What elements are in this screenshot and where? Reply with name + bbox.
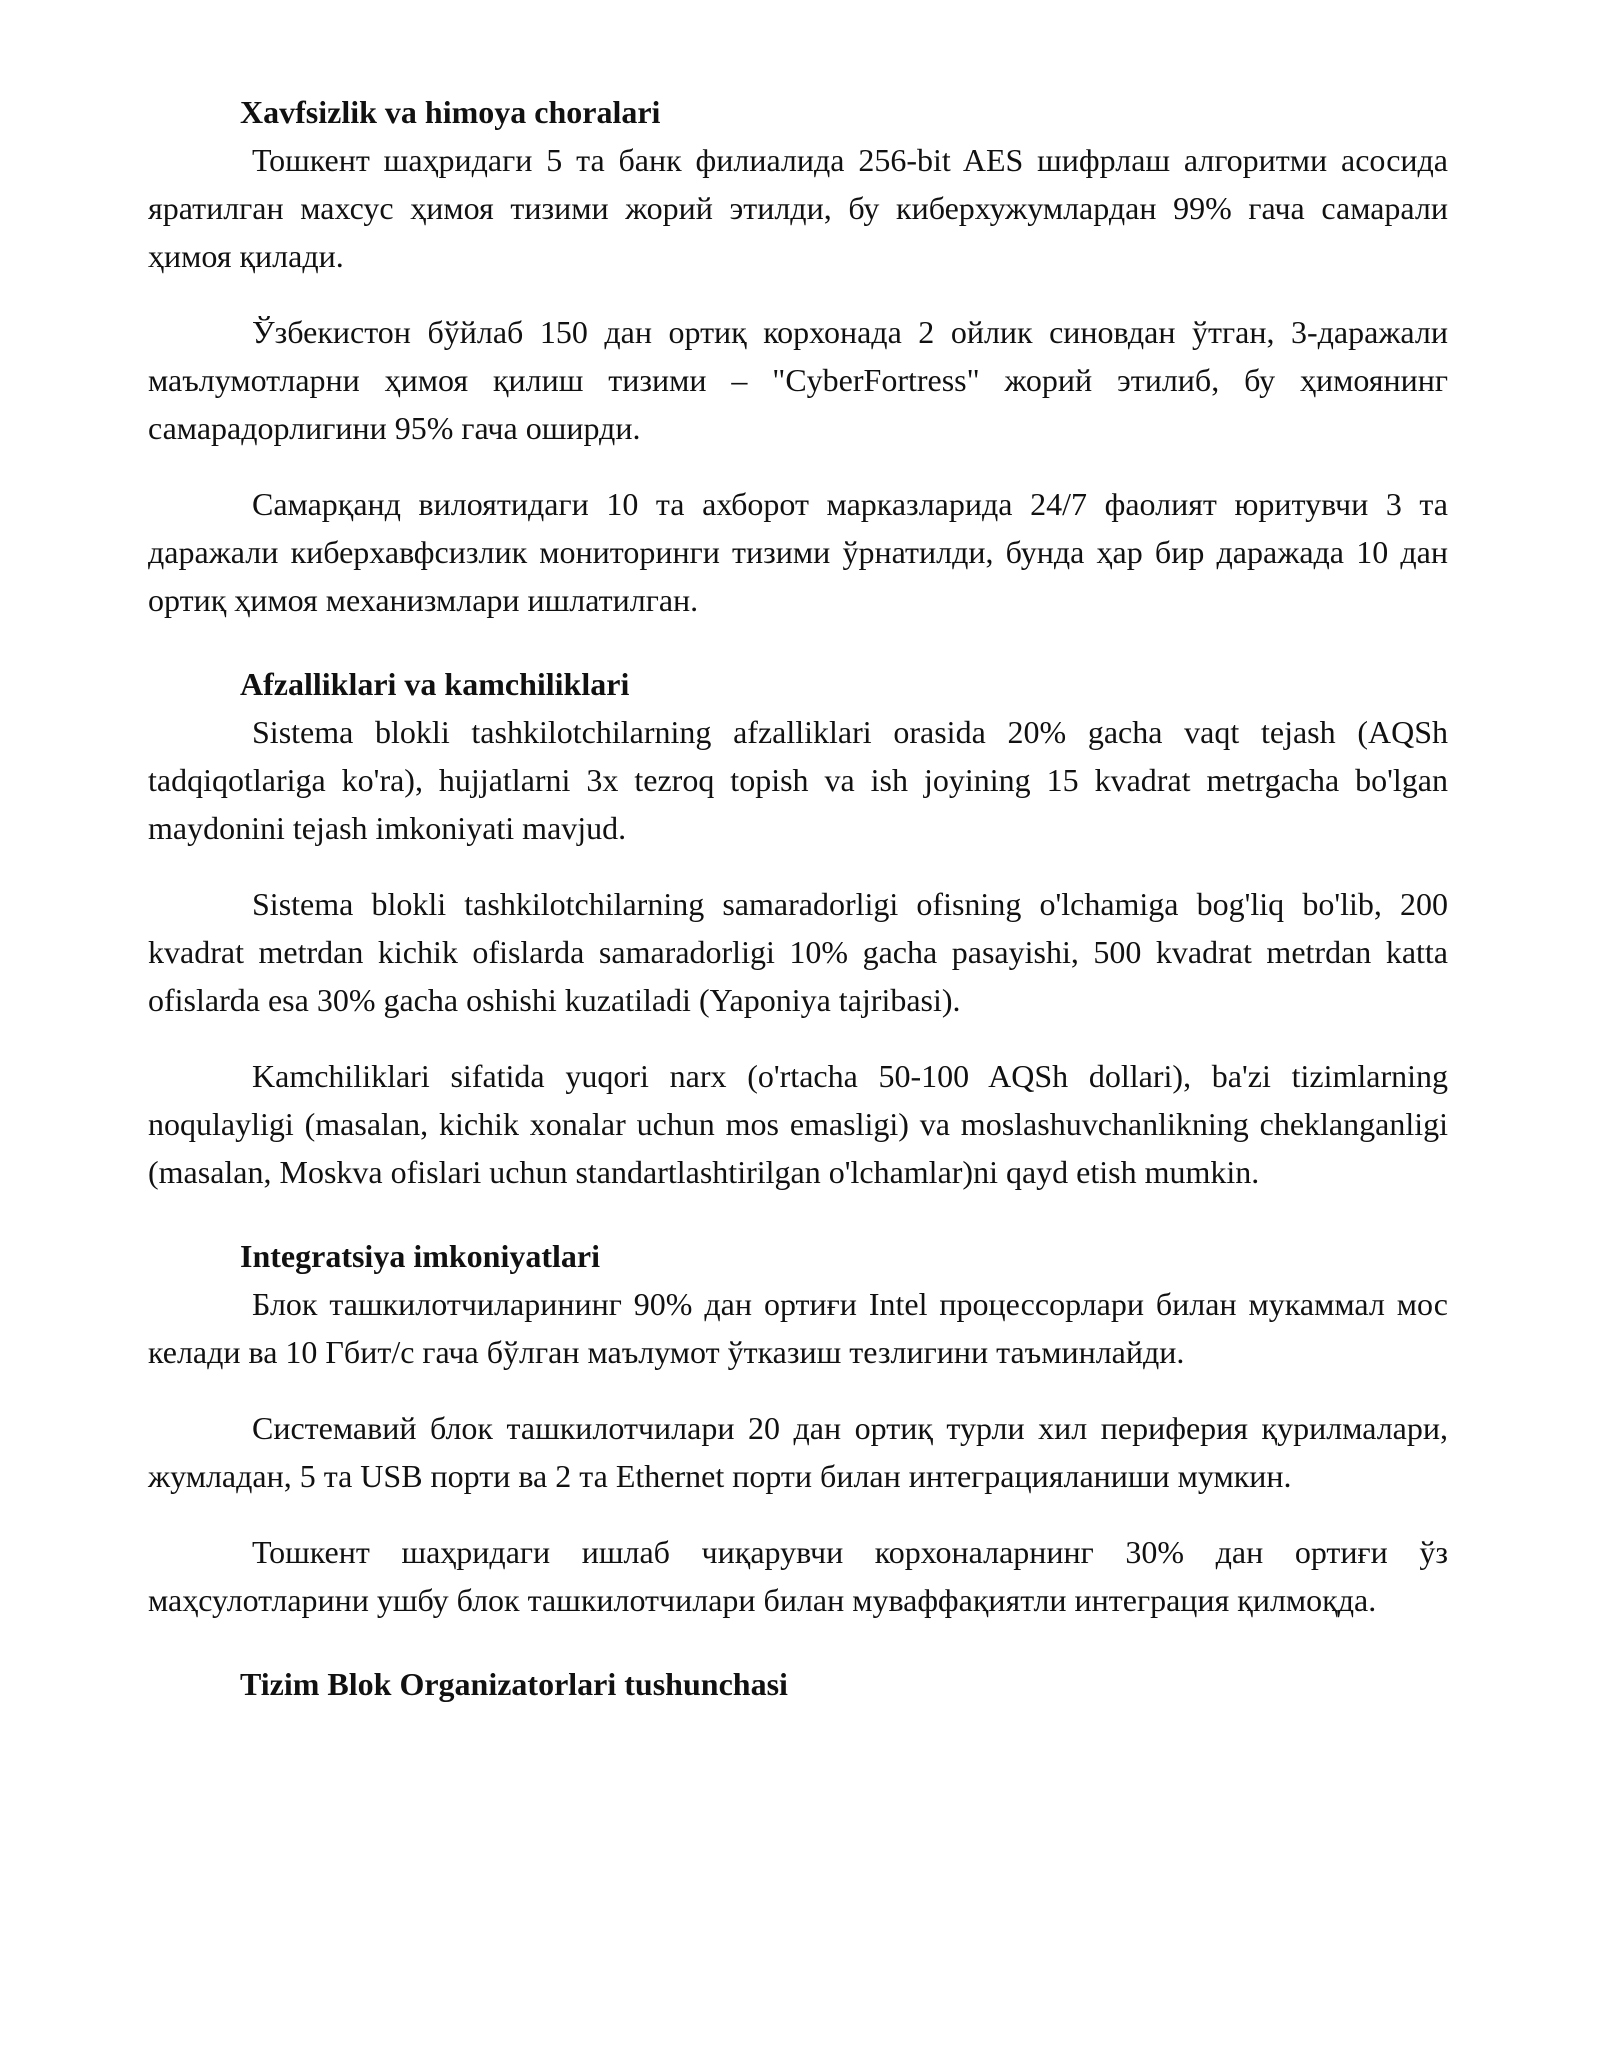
paragraph: Тошкент шаҳридаги ишлаб чиқарувчи корхоналарнинг 30% дан ортиғи ўз маҳсулотларини ушбу блок ташкилотчилари билан муваффақиятли интеграция қилмоқда. bbox=[148, 1534, 1448, 1618]
section-integration bbox=[148, 1236, 1448, 1624]
section-concept bbox=[148, 1664, 1448, 1704]
document-page bbox=[148, 92, 1448, 1708]
section-advantages bbox=[148, 664, 1448, 1196]
section-security bbox=[148, 92, 1448, 624]
paragraph: Sistema blokli tashkilotchilarning afzalliklari orasida 20% gacha vaqt tejash (AQSh tadqiqotlariga ko'ra), hujjatlarni 3x tezroq topish va ish joyining 15 kvadrat metrgacha bo'lgan maydonini tejash imkoniyati mavjud. bbox=[148, 714, 1448, 846]
section-heading: Xavfsizlik va himoya choralari bbox=[240, 94, 661, 130]
paragraph: Самарқанд вилоятидаги 10 та ахборот марказларида 24/7 фаолият юритувчи 3 та даражали киберхавфсизлик мониторинги тизими ўрнатилди, бунда ҳар бир даражада 10 дан ортиқ ҳимоя механизмлари ишлатилган. bbox=[148, 486, 1448, 618]
section-heading: Afzalliklari va kamchiliklari bbox=[240, 666, 630, 702]
paragraph: Системавий блок ташкилотчилари 20 дан ортиқ турли хил периферия қурилмалари, жумладан, 5 та USB порти ва 2 та Ethernet порти билан интеграцияланиши мумкин. bbox=[148, 1410, 1448, 1494]
paragraph: Ўзбекистон бўйлаб 150 дан ортиқ корхонада 2 ойлик синовдан ўтган, 3-даражали маълумотларни ҳимоя қилиш тизими – "CyberFortress" жорий этилиб, бу ҳимоянинг самарадорлигини 95% гача оширди. bbox=[148, 314, 1448, 446]
paragraph: Kamchiliklari sifatida yuqori narx (o'rtacha 50-100 AQSh dollari), ba'zi tizimlarning noqulayligi (masalan, kichik xonalar uchun mos emasligi) va moslashuvchanlikning cheklanganligi (masalan, Moskva ofislari uchun standartlashtirilgan o'lchamlar)ni qayd etish mumkin. bbox=[148, 1058, 1448, 1190]
paragraph: Тошкент шаҳридаги 5 та банк филиалида 256-bit AES шифрлаш алгоритми асосида яратилган махсус ҳимоя тизими жорий этилди, бу киберхужумлардан 99% гача самарали ҳимоя қилади. bbox=[148, 142, 1448, 274]
paragraph: Sistema blokli tashkilotchilarning samaradorligi ofisning o'lchamiga bog'liq bo'lib, 200 kvadrat metrdan kichik ofislarda samaradorligi 10% gacha pasayishi, 500 kvadrat metrdan katta ofislarda esa 30% gacha oshishi kuzatiladi (Yaponiya tajribasi). bbox=[148, 886, 1448, 1018]
section-heading: Tizim Blok Organizatorlari tushunchasi bbox=[240, 1666, 788, 1702]
section-heading: Integratsiya imkoniyatlari bbox=[240, 1238, 600, 1274]
paragraph: Блок ташкилотчиларининг 90% дан ортиғи Intel процессорлари билан мукаммал мос келади ва 10 Гбит/с гача бўлган маълумот ўтказиш тезлигини таъминлайди. bbox=[148, 1286, 1448, 1370]
